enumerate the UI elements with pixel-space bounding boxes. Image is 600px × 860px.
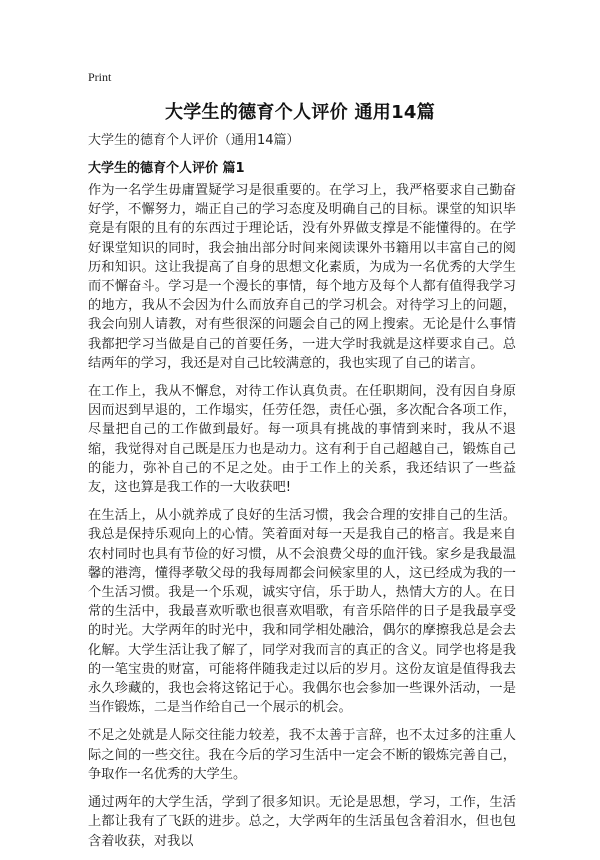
- paragraph-summary: 通过两年的大学生活，学到了很多知识。无论是思想，学习，工作，生活上都让我有了飞跃的进步。总之，大学两年的生活虽包含着泪水，但也包含着收获，对我以: [88, 795, 516, 849]
- paragraph-work: 在工作上，我从不懈怠，对待工作认真负责。在任职期间，没有因自身原因而迟到早退的，工作塌实，任劳任怨，责任心强，多次配合各项工作，尽量把自己的工作做到最好。每一项具有挑战的事情到来时，我从不退缩，我觉得对自己既是压力也是动力。这有利于自己超越自己，锻炼自己的能力，弥补自己的不足之处。由于工作上的关系，我还结识了一些益友，这也算是我工作的一大收获吧!: [88, 384, 516, 496]
- paragraph-study: 作为一名学生毋庸置疑学习是很重要的。在学习上，我严格要求自己勤奋好学，不懈努力，端正自己的学习态度及明确自己的目标。课堂的知识毕竟是有限的且有的东西过于理论话，没有外界做支撑是不能懂得的。在学好课堂知识的同时，我会抽出部分时间来阅读课外书籍用以丰富自己的阅历和知识。这让我提高了自身的思想文化素质，为成为一名优秀的大学生而不懈奋斗。学习是一个漫长的事情，每个地方及每个人都有值得我学习的地方，我从不会因为什么而放弃自己的学习机会。对待学习上的问题，我会向别人请教，对有些很深的问题会自己的网上搜索。无论是什么事情我都把学习当做是自己的首要任务，一进大学时我就是这样要求自己。总结两年的学习，我还是对自己比较满意的，我也实现了自己的诺言。: [88, 183, 516, 371]
- document-body: [88, 181, 516, 860]
- print-label: Print: [88, 70, 112, 84]
- document-subtitle: 大学生的德育个人评价（通用14篇）: [88, 133, 300, 148]
- paragraph-shortcomings: 不足之处就是人际交往能力较差，我不太善于言辞，也不太过多的注重人际之间的一些交往。我在今后的学习生活中一定会不断的锻炼完善自己，争取作一名优秀的大学生。: [88, 728, 516, 782]
- section-heading: 大学生的德育个人评价 篇1: [88, 161, 245, 176]
- document-title: 大学生的德育个人评价 通用14篇: [164, 102, 436, 123]
- paragraph-life: 在生活上，从小就养成了良好的生活习惯，我会合理的安排自己的生活。我总是保持乐观向上的心情。笑着面对每一天是我自己的格言。我是来自农村同时也具有节俭的好习惯，从不会浪费父母的血汗钱。家乡是我最温馨的港湾，懂得孝敬父母的我每周都会问候家里的人，这已经成为我的一个生活习惯。我是一个乐观，诚实守信，乐于助人，热情大方的人。在日常的生活中，我最喜欢听歌也很喜欢唱歌，有音乐陪伴的日子是我最享受的时光。大学两年的时光中，我和同学相处融洽，偶尔的摩擦我总是会去化解。大学生活让我了解了，同学对我而言的真正的含义。同学也将是我的一笔宝贵的财富，可能将伴随我走过以后的岁月。这份友谊是值得我去永久珍藏的，我也会将这铭记于心。我偶尔也会参加一些课外活动，一是当作锻炼，二是当作给自己一个展示的机会。: [88, 508, 516, 716]
